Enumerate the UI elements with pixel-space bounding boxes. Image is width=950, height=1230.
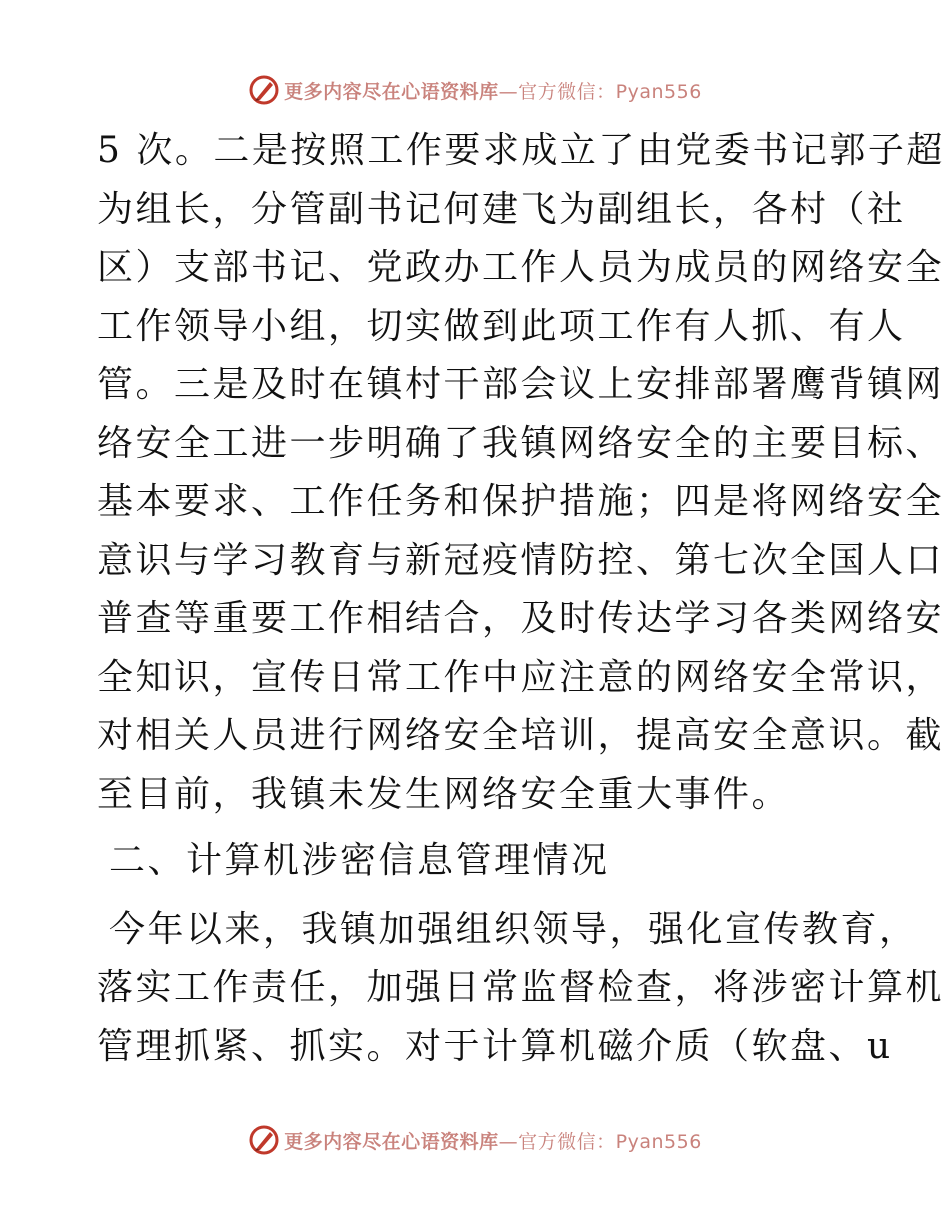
text-line: 工作领导小组，切实做到此项工作有人抓、有人: [97, 305, 906, 347]
text-line: 对相关人员进行网络安全培训，提高安全意识。截: [97, 715, 945, 756]
text-line: 络安全工进一步明确了我镇网络安全的主要目标、: [97, 422, 945, 464]
text-line: 今年以来，我镇加强组织领导，强化宣传教育，: [109, 908, 918, 950]
pen-logo-icon: [248, 74, 280, 106]
text-line: 为组长，分管副书记何建飞为副组长，各村（社: [97, 188, 906, 230]
text-line: 区）支部书记、党政办工作人员为成员的网络安全: [97, 247, 945, 288]
text-line: 基本要求、工作任务和保护措施；四是将网络安全: [97, 481, 945, 522]
watermark-text: 更多内容尽在心语资料库—官方微信：Pyan556: [284, 1130, 702, 1153]
watermark-text: 更多内容尽在心语资料库—官方微信：Pyan556: [284, 80, 702, 103]
footer-watermark: [0, 1122, 950, 1158]
pen-logo-icon: [248, 1124, 280, 1156]
text-line: 意识与学习教育与新冠疫情防控、第七次全国人口: [97, 539, 945, 581]
document-body: [97, 122, 945, 1076]
header-watermark: [0, 72, 950, 108]
text-line: 管。三是及时在镇村干部会议上安排部署鹰背镇网: [97, 364, 945, 405]
text-line: 至目前，我镇未发生网络安全重大事件。: [97, 773, 791, 815]
section-heading: 二、计算机涉密信息管理情况: [109, 840, 610, 881]
text-line: 5 次。二是按照工作要求成立了由党委书记郭子超: [97, 130, 945, 171]
paragraph-1: [97, 122, 945, 824]
text-line: 全知识，宣传日常工作中应注意的网络安全常识，: [97, 656, 945, 698]
text-line: 普查等重要工作相结合，及时传达学习各类网络安: [97, 598, 945, 639]
paragraph-2: [97, 901, 945, 1077]
text-line: 管理抓紧、抓实。对于计算机磁介质（软盘、u: [97, 1025, 893, 1067]
text-line: 落实工作责任，加强日常监督检查，将涉密计算机: [97, 967, 945, 1008]
